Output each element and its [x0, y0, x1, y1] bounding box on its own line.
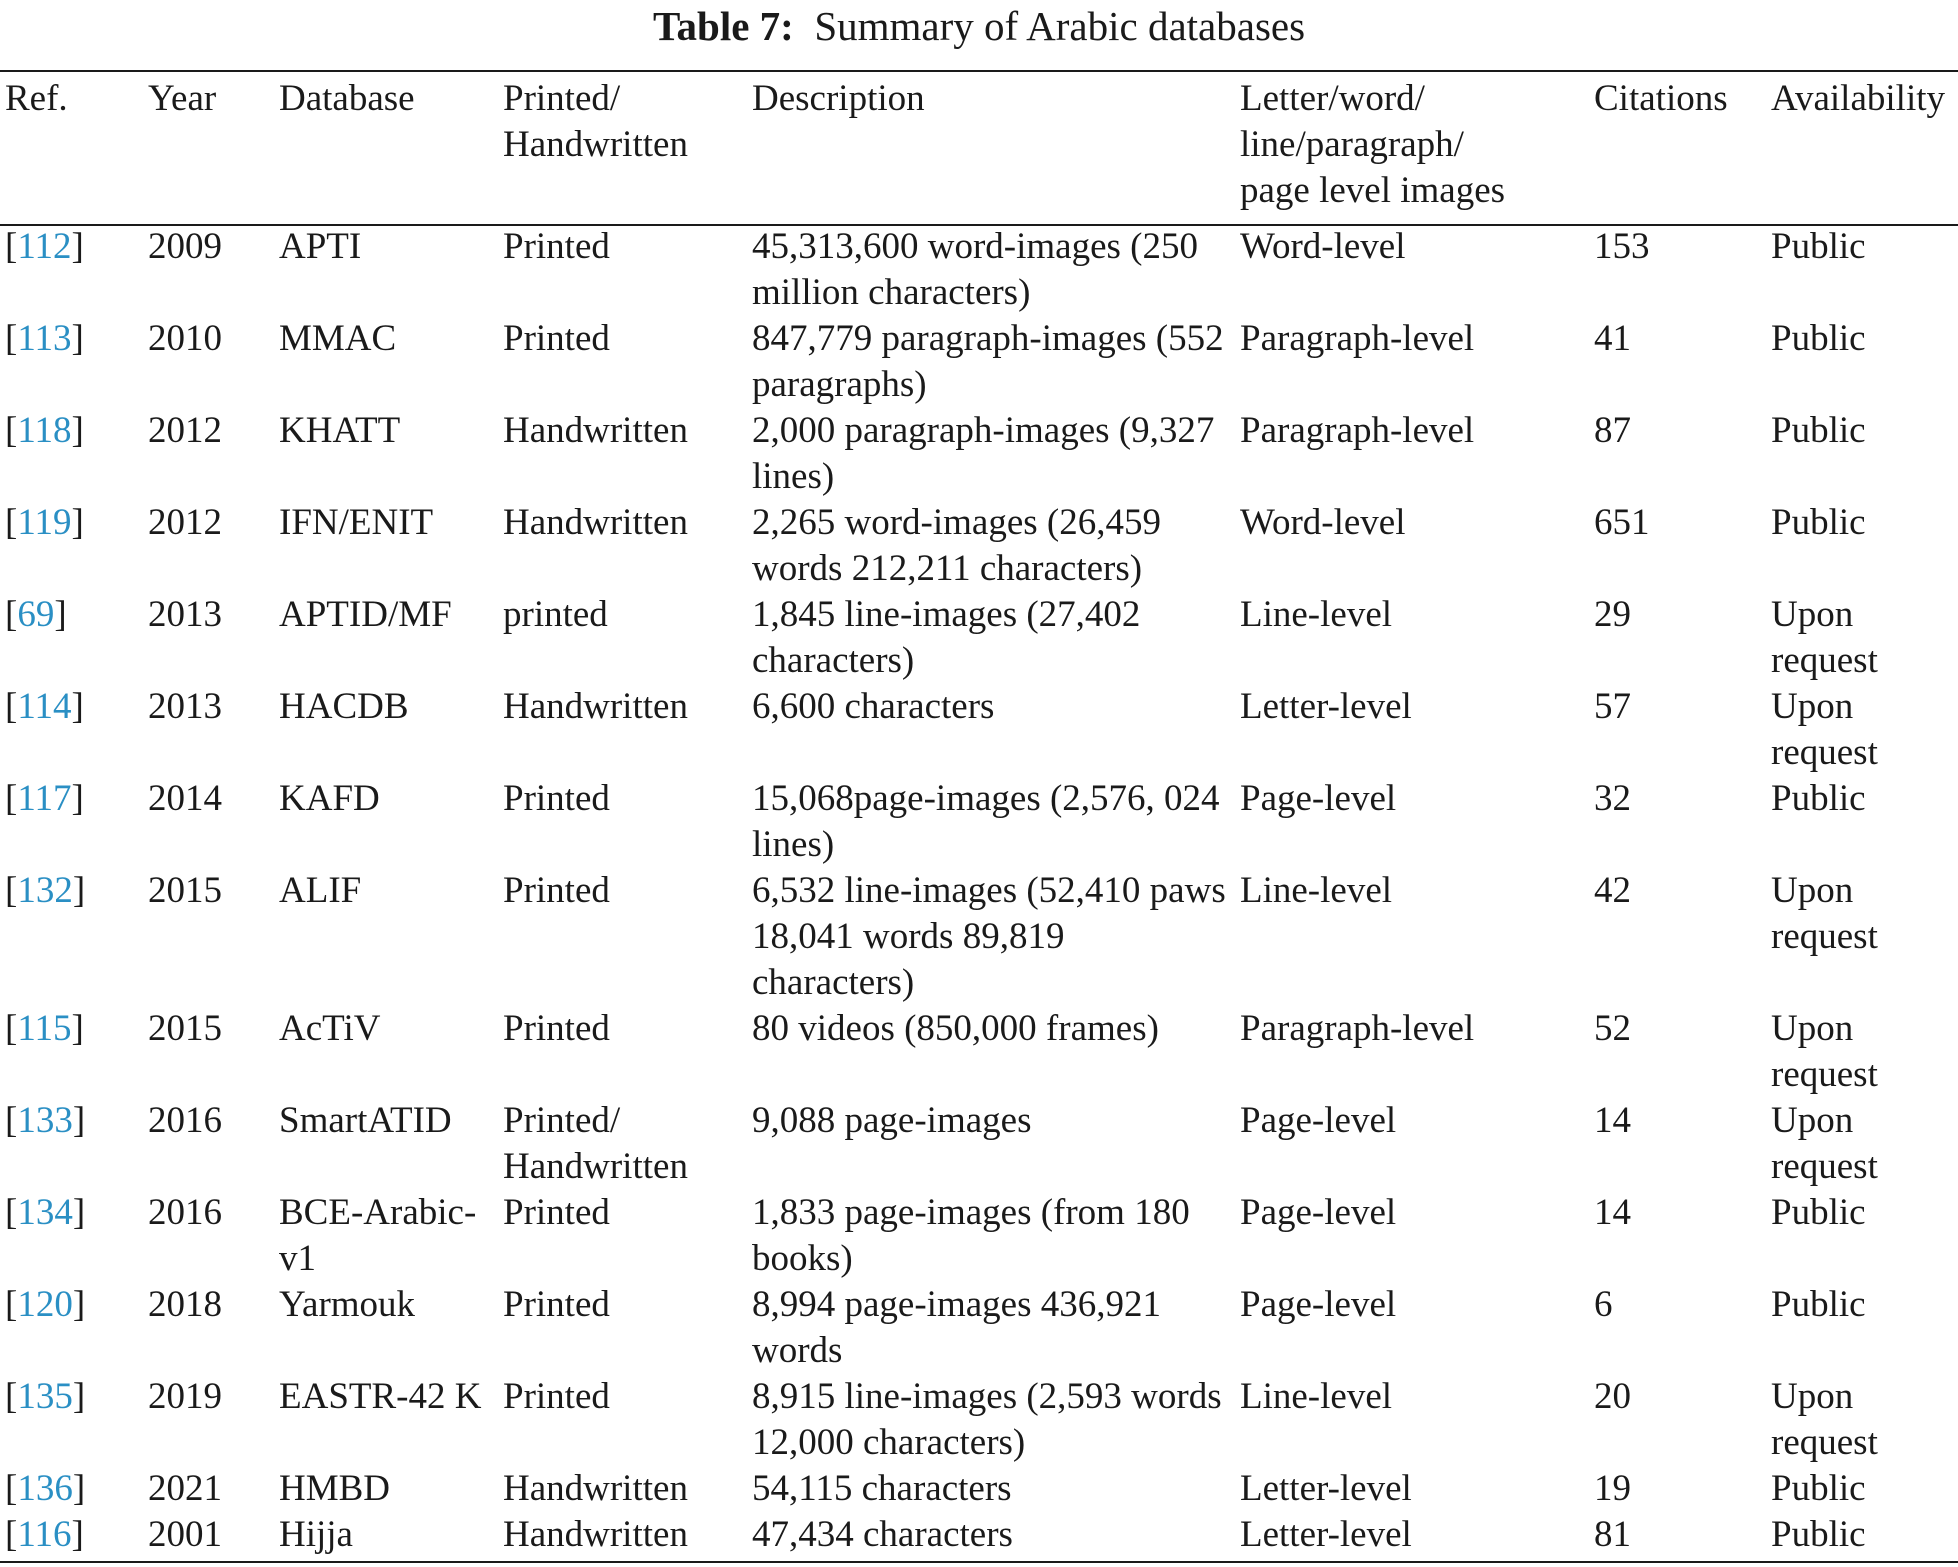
table-row [0, 316, 1958, 408]
cell-type: Handwritten [503, 686, 688, 727]
cell-level: Letter-level [1240, 1468, 1412, 1509]
cell-citations: 42 [1594, 870, 1631, 911]
cell-level: Letter-level [1240, 1514, 1412, 1555]
header-availability: Availability [1771, 78, 1945, 119]
cell-level: Line-level [1240, 594, 1393, 635]
cell-database: ALIF [279, 870, 362, 911]
cell-citations: 32 [1594, 778, 1631, 819]
cell-database: Yarmouk [279, 1284, 416, 1325]
table-row [0, 500, 1958, 592]
cell-level: Letter-level [1240, 686, 1412, 727]
cell-ref: [119] [5, 502, 84, 543]
cell-availability: Public [1771, 410, 1866, 451]
cell-year: 2012 [148, 410, 222, 451]
citation-link[interactable]: 114 [17, 686, 72, 727]
citation-link[interactable]: 136 [17, 1468, 73, 1509]
header-citations: Citations [1594, 78, 1728, 119]
cell-ref: [117] [5, 778, 84, 819]
cell-description: 1,833 page-images (from 180 books) [752, 1192, 1190, 1279]
cell-description: 15,068page-images (2,576, 024 lines) [752, 778, 1220, 865]
cell-database: APTID/MF [279, 594, 452, 635]
cell-year: 2016 [148, 1192, 222, 1233]
table-bottom-rule [0, 1561, 1958, 1563]
cell-citations: 41 [1594, 318, 1631, 359]
caption-label: Table 7: [652, 3, 794, 49]
cell-citations: 14 [1594, 1100, 1631, 1141]
cell-ref: [69] [5, 594, 67, 635]
header-ref: Ref. [5, 78, 68, 119]
cell-availability: Upon request [1771, 870, 1878, 957]
cell-ref: [133] [5, 1100, 86, 1141]
cell-availability: Upon request [1771, 1376, 1878, 1463]
table-row [0, 1098, 1958, 1190]
arabic-databases-table [0, 76, 1958, 1558]
table-row [0, 1006, 1958, 1098]
cell-database: MMAC [279, 318, 397, 359]
table-row [0, 592, 1958, 684]
caption-title: Summary of Arabic databases [814, 3, 1306, 49]
cell-type: Printed [503, 1376, 610, 1417]
cell-type: Printed [503, 1008, 610, 1049]
table-caption [0, 2, 1958, 50]
cell-type: Printed [503, 778, 610, 819]
cell-level: Page-level [1240, 1192, 1397, 1233]
cell-citations: 153 [1594, 226, 1650, 267]
citation-link[interactable]: 134 [17, 1192, 73, 1233]
cell-level: Line-level [1240, 870, 1393, 911]
header-year: Year [148, 78, 217, 119]
cell-ref: [135] [5, 1376, 86, 1417]
cell-description: 8,915 line-images (2,593 words 12,000 characters) [752, 1376, 1222, 1463]
cell-year: 2013 [148, 594, 222, 635]
cell-year: 2016 [148, 1100, 222, 1141]
cell-level: Paragraph-level [1240, 410, 1475, 451]
cell-description: 8,994 page-images 436,921 words [752, 1284, 1161, 1371]
cell-year: 2018 [148, 1284, 222, 1325]
table-row [0, 224, 1958, 316]
cell-availability: Upon request [1771, 686, 1878, 773]
cell-description: 6,532 line-images (52,410 paws 18,041 words 89,819 characters) [752, 870, 1226, 1003]
cell-availability: Public [1771, 1192, 1866, 1233]
cell-level: Line-level [1240, 1376, 1393, 1417]
header-database: Database [279, 78, 415, 119]
cell-citations: 19 [1594, 1468, 1631, 1509]
cell-availability: Public [1771, 778, 1866, 819]
cell-type: Handwritten [503, 410, 688, 451]
cell-type: printed [503, 594, 608, 635]
cell-description: 80 videos (850,000 frames) [752, 1008, 1159, 1049]
table-header-row [0, 76, 1958, 224]
cell-database: AcTiV [279, 1008, 381, 1049]
cell-level: Page-level [1240, 1100, 1397, 1141]
cell-database: APTI [279, 226, 362, 267]
cell-ref: [116] [5, 1514, 84, 1555]
cell-ref: [115] [5, 1008, 84, 1049]
cell-year: 2009 [148, 226, 222, 267]
cell-ref: [120] [5, 1284, 86, 1325]
cell-database: KAFD [279, 778, 380, 819]
cell-database: HACDB [279, 686, 409, 727]
cell-year: 2010 [148, 318, 222, 359]
cell-availability: Public [1771, 1514, 1866, 1555]
cell-availability: Public [1771, 1468, 1866, 1509]
citation-link[interactable]: 112 [17, 226, 72, 267]
table-row [0, 408, 1958, 500]
cell-description: 2,000 paragraph-images (9,327 lines) [752, 410, 1215, 497]
cell-ref: [118] [5, 410, 84, 451]
citation-link[interactable]: 113 [17, 318, 72, 359]
table-row [0, 868, 1958, 1006]
cell-citations: 651 [1594, 502, 1650, 543]
citation-link[interactable]: 116 [17, 1514, 72, 1555]
cell-description: 45,313,600 word-images (250 million characters) [752, 226, 1198, 313]
cell-type: Printed [503, 1284, 610, 1325]
cell-database: BCE-Arabic-v1 [279, 1192, 477, 1279]
cell-citations: 52 [1594, 1008, 1631, 1049]
cell-description: 54,115 characters [752, 1468, 1012, 1509]
header-level-line3: page level images [1240, 170, 1506, 211]
cell-level: Word-level [1240, 226, 1406, 267]
cell-year: 2015 [148, 870, 222, 911]
cell-availability: Upon request [1771, 1100, 1878, 1187]
citation-link[interactable]: 115 [17, 1008, 72, 1049]
cell-year: 2001 [148, 1514, 222, 1555]
cell-level: Paragraph-level [1240, 318, 1475, 359]
citation-link[interactable]: 118 [17, 410, 72, 451]
cell-type: Printed [503, 318, 610, 359]
header-printed-line2: Handwritten [503, 124, 688, 165]
cell-level: Word-level [1240, 502, 1406, 543]
cell-type: Printed/ Handwritten [503, 1100, 688, 1187]
cell-type: Handwritten [503, 1468, 688, 1509]
citation-link[interactable]: 119 [17, 502, 72, 543]
header-level [1235, 76, 1589, 224]
table-row [0, 1512, 1958, 1558]
cell-type: Printed [503, 870, 610, 911]
cell-database: IFN/ENIT [279, 502, 434, 543]
cell-citations: 14 [1594, 1192, 1631, 1233]
cell-year: 2012 [148, 502, 222, 543]
cell-availability: Upon request [1771, 1008, 1878, 1095]
cell-database: KHATT [279, 410, 401, 451]
cell-ref: [114] [5, 686, 84, 727]
cell-citations: 57 [1594, 686, 1631, 727]
cell-citations: 20 [1594, 1376, 1631, 1417]
cell-citations: 87 [1594, 410, 1631, 451]
header-level-line2: line/paragraph/ [1240, 124, 1464, 165]
table-row [0, 1190, 1958, 1282]
table-row [0, 684, 1958, 776]
citation-link[interactable]: 69 [17, 594, 55, 635]
cell-ref: [134] [5, 1192, 86, 1233]
cell-year: 2014 [148, 778, 222, 819]
cell-level: Paragraph-level [1240, 1008, 1475, 1049]
citation-link[interactable]: 132 [17, 870, 73, 911]
cell-year: 2015 [148, 1008, 222, 1049]
header-level-line1: Letter/word/ [1240, 78, 1425, 119]
cell-description: 1,845 line-images (27,402 characters) [752, 594, 1141, 681]
cell-citations: 29 [1594, 594, 1631, 635]
cell-type: Handwritten [503, 1514, 688, 1555]
citation-link[interactable]: 117 [17, 778, 72, 819]
cell-type: Handwritten [503, 502, 688, 543]
table-row [0, 776, 1958, 868]
cell-year: 2019 [148, 1376, 222, 1417]
cell-availability: Public [1771, 226, 1866, 267]
cell-ref: [112] [5, 226, 84, 267]
cell-ref: [136] [5, 1468, 86, 1509]
citation-link[interactable]: 133 [17, 1100, 73, 1141]
table-row [0, 1374, 1958, 1466]
cell-availability: Upon request [1771, 594, 1878, 681]
cell-description: 9,088 page-images [752, 1100, 1032, 1141]
cell-type: Printed [503, 1192, 610, 1233]
cell-description: 2,265 word-images (26,459 words 212,211 characters) [752, 502, 1161, 589]
table-row [0, 1466, 1958, 1512]
cell-database: HMBD [279, 1468, 391, 1509]
cell-year: 2013 [148, 686, 222, 727]
cell-database: EASTR-42 K [279, 1376, 482, 1417]
header-description: Description [752, 78, 925, 119]
header-printed-handwritten [498, 76, 747, 224]
cell-database: SmartATID [279, 1100, 452, 1141]
cell-availability: Public [1771, 318, 1866, 359]
citation-link[interactable]: 120 [17, 1284, 73, 1325]
cell-description: 847,779 paragraph-images (552 paragraphs) [752, 318, 1224, 405]
cell-type: Printed [503, 226, 610, 267]
cell-year: 2021 [148, 1468, 222, 1509]
cell-citations: 6 [1594, 1284, 1613, 1325]
citation-link[interactable]: 135 [17, 1376, 73, 1417]
cell-ref: [132] [5, 870, 86, 911]
cell-availability: Public [1771, 1284, 1866, 1325]
cell-description: 47,434 characters [752, 1514, 1013, 1555]
cell-ref: [113] [5, 318, 84, 359]
cell-description: 6,600 characters [752, 686, 995, 727]
header-printed-line1: Printed/ [503, 78, 621, 119]
cell-level: Page-level [1240, 778, 1397, 819]
table-row [0, 1282, 1958, 1374]
cell-citations: 81 [1594, 1514, 1631, 1555]
table-top-rule [0, 70, 1958, 72]
table-body [0, 224, 1958, 1558]
cell-level: Page-level [1240, 1284, 1397, 1325]
cell-availability: Public [1771, 502, 1866, 543]
cell-database: Hijja [279, 1514, 353, 1555]
